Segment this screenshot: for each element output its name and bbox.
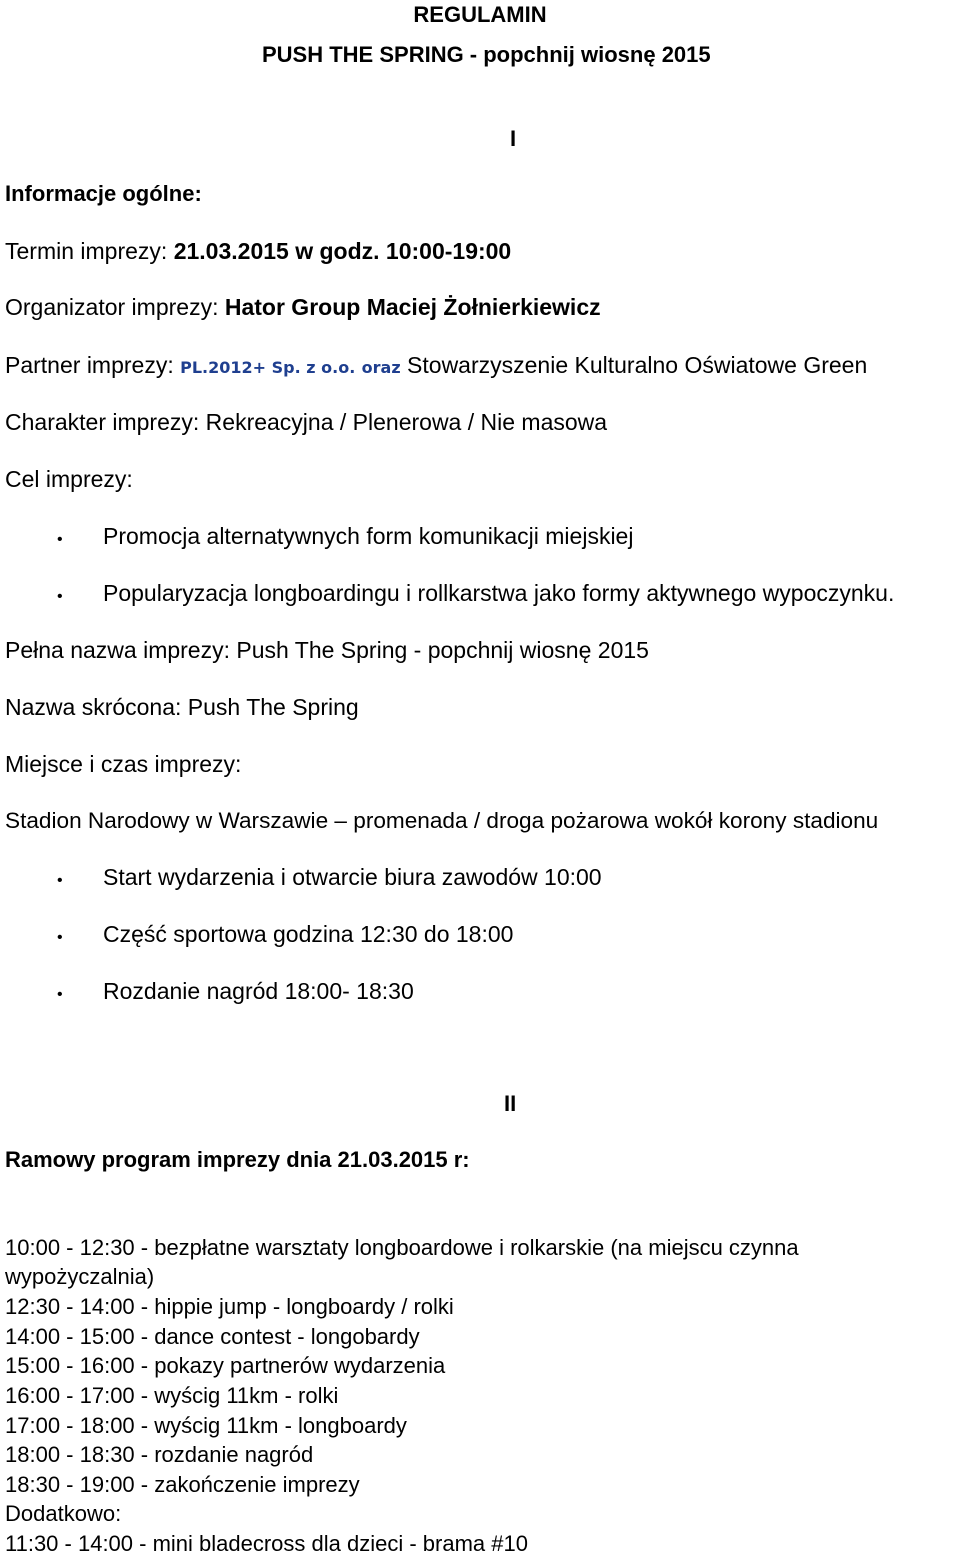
goal-item: Popularyzacja longboardingu i rollkarstwa jako formy aktywnego wypoczynku. [103,580,895,606]
program-line: 16:00 - 17:00 - wyścig 11km - rolki [5,1383,339,1408]
program-line: 12:30 - 14:00 - hippie jump - longboardy / rolki [5,1294,454,1319]
organizer-line [5,296,601,319]
short-event-name: Nazwa skrócona: Push The Spring [5,694,359,720]
partner-conjunction: oraz [361,358,401,377]
bullet-marker: • [57,531,63,548]
document-title: REGULAMIN [413,2,547,27]
venue-label: Miejsce i czas imprezy: [5,751,242,777]
program-line: 18:00 - 18:30 - rozdanie nagród [5,1442,314,1467]
bullet-marker: • [57,872,63,889]
section-heading-general: Informacje ogólne: [5,181,202,206]
program-extra-label: Dodatkowo: [5,1501,122,1526]
partner-label: Partner imprezy: [5,352,174,378]
program-line: 11:30 - 14:00 - mini bladecross dla dzieci - brama #10 [5,1531,528,1556]
event-goal-label: Cel imprezy: [5,466,133,492]
section-heading-program: Ramowy program imprezy dnia 21.03.2015 r: [5,1147,470,1172]
schedule-item: Rozdanie nagród 18:00- 18:30 [103,978,414,1004]
program-line: 17:00 - 18:00 - wyścig 11km - longboardy [5,1413,407,1438]
section-numeral-2: II [504,1091,517,1116]
venue-value: Stadion Narodowy w Warszawie – promenada / droga pożarowa wokół korony stadionu [5,808,879,833]
goal-item: Promocja alternatywnych form komunikacji miejskiej [103,523,634,549]
organizer-value: Hator Group Maciej Żołnierkiewicz [224,294,601,320]
program-line: wypożyczalnia) [5,1264,155,1289]
event-date-line [5,240,511,263]
partner-line [5,354,867,377]
program-line: 10:00 - 12:30 - bezpłatne warsztaty longboardowe i rolkarskie (na miejscu czynna [5,1235,799,1260]
schedule-item: Część sportowa godzina 12:30 do 18:00 [103,921,514,947]
partner-second: Stowarzyszenie Kulturalno Oświatowe Green [407,352,868,378]
program-line: 18:30 - 19:00 - zakończenie imprezy [5,1472,360,1497]
section-numeral-1: I [510,126,517,151]
bullet-marker: • [57,986,63,1003]
event-date-label: Termin imprezy: [5,238,168,264]
event-character: Charakter imprezy: Rekreacyjna / Plenerowa / Nie masowa [5,409,608,435]
document-subtitle: PUSH THE SPRING - popchnij wiosnę 2015 [262,42,711,67]
bullet-marker: • [57,929,63,946]
schedule-item: Start wydarzenia i otwarcie biura zawodów 10:00 [103,864,602,890]
program-line: 14:00 - 15:00 - dance contest - longobardy [5,1324,420,1349]
partner-company: PL.2012+ Sp. z o.o. [180,358,356,377]
bullet-marker: • [57,588,63,605]
full-event-name: Pełna nazwa imprezy: Push The Spring - popchnij wiosnę 2015 [5,637,649,663]
program-line: 15:00 - 16:00 - pokazy partnerów wydarzenia [5,1353,446,1378]
event-date-value: 21.03.2015 w godz. 10:00-19:00 [173,238,512,264]
organizer-label: Organizator imprezy: [5,294,219,320]
